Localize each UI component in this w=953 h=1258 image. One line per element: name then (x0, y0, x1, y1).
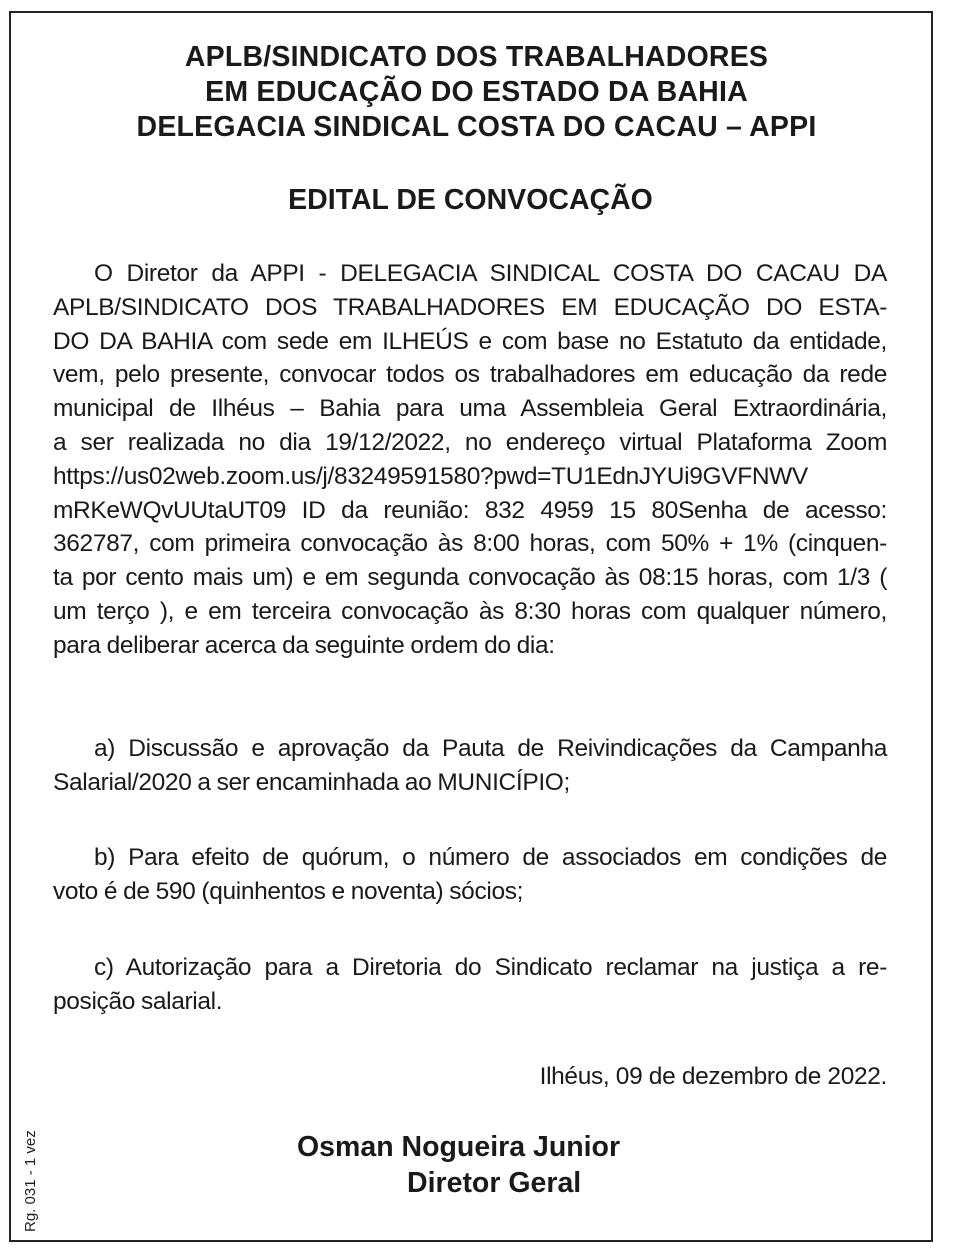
notice-title: EDITAL DE CONVOCAÇÃO (288, 184, 653, 216)
agenda-item-a-line: a) Discussão e aprovação da Pauta de Reivindicações da Campanha (94, 735, 887, 762)
paragraph-line: um terço ), e em terceira convocação às 8:30 horas com qualquer número, (53, 597, 887, 625)
paragraph-line: ta por cento mais um) e em segunda convocação às 08:15 horas, com 1/3 ( (53, 564, 887, 592)
agenda-item-b-line: b) Para efeito de quórum, o número de associados em condições de (94, 844, 887, 871)
paragraph-line: para deliberar acerca da seguinte ordem do dia: (53, 631, 555, 659)
paragraph-line: APLB/SINDICATO DOS TRABALHADORES EM EDUCAÇÃO DO ESTA- (53, 293, 887, 321)
paragraph-line: DO DA BAHIA com sede em ILHEÚS e com base no Estatuto da entidade, (53, 327, 887, 355)
signatory-role: Diretor Geral (407, 1167, 582, 1199)
agenda-item-c (53, 951, 887, 1019)
paragraph-line: 362787, com primeira convocação às 8:00 horas, com 50% + 1% (cinquen- (53, 530, 887, 558)
agenda-item-b (53, 841, 887, 909)
paragraph-line: vem, pelo presente, convocar todos os trabalhadores em educação da rede (53, 361, 887, 389)
signatory-name: Osman Nogueira Junior (297, 1131, 621, 1163)
registration-note: Rg. 031 - 1 vez (22, 1130, 39, 1232)
agenda-item-a (53, 732, 887, 800)
paragraph-line: municipal de Ilhéus – Bahia para uma Assembleia Geral Extraordinária, (53, 395, 887, 423)
header-line-2: EM EDUCAÇÃO DO ESTADO DA BAHIA (205, 76, 748, 108)
convocation-paragraph (53, 257, 887, 663)
agenda-item-a-line: Salarial/2020 a ser encaminhada ao MUNICÍPIO; (53, 768, 570, 796)
agenda-item-c-line: c) Autorização para a Diretoria do Sindicato reclamar na justiça a re- (94, 954, 887, 981)
paragraph-line: a ser realizada no dia 19/12/2022, no endereço virtual Plataforma Zoom (53, 428, 887, 456)
paragraph-line: mRKeWQvUUtaUT09 ID da reunião: 832 4959 15 80Senha de acesso: (53, 496, 887, 524)
header-line-1: APLB/SINDICATO DOS TRABALHADORES (184, 41, 769, 73)
agenda-item-b-line: voto é de 590 (quinhentos e noventa) sócios; (53, 877, 524, 905)
header-line-3: DELEGACIA SINDICAL COSTA DO CACAU – APPI (136, 111, 817, 143)
paragraph-line: https://us02web.zoom.us/j/83249591580?pwd=TU1EdnJYUi9GVFNWV (53, 462, 808, 490)
paragraph-line: O Diretor da APPI - DELEGACIA SINDICAL COSTA DO CACAU DA (94, 260, 887, 287)
organization-header (0, 40, 953, 145)
agenda-item-c-line: posição salarial. (53, 987, 223, 1015)
date-line: Ilhéus, 09 de dezembro de 2022. (539, 1063, 887, 1090)
